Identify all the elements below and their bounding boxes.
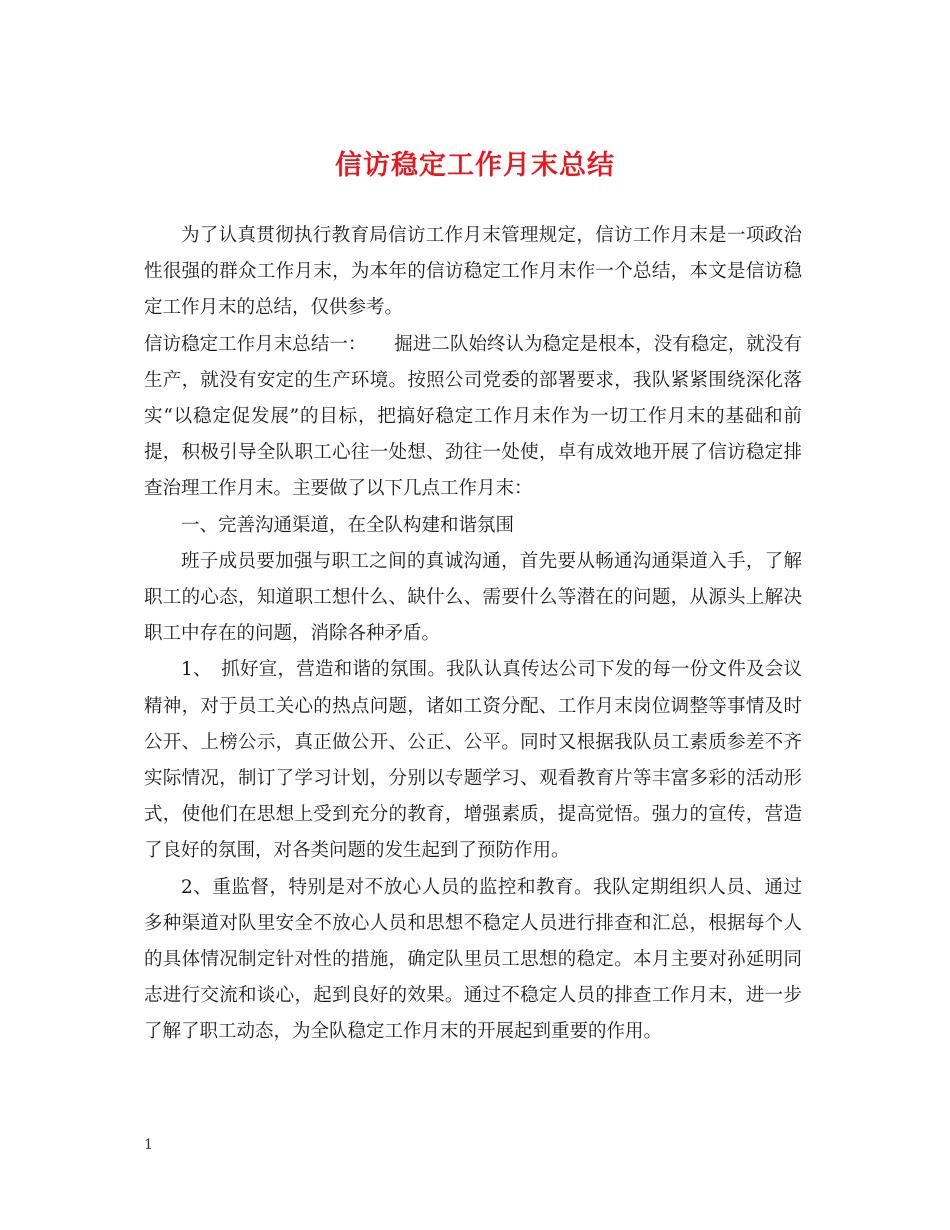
page-number: 1 <box>144 1137 153 1153</box>
summary-one-paragraph: 信访稳定工作月末总结一： 掘进二队始终认为稳定是根本，没有稳定，就没有生产，就没有安定的生产环境。按照公司党委的部署要求，我队紧紧围绕深化落实“以稳定促发展”的目标，把搞好稳定工作月末作为一切工作月末的基础和前提，积极引导全队职工心往一处想、劲往一处使，卓有成效地开展了信访稳定排查治理工作月末。主要做了以下几点工作月末： <box>144 333 802 500</box>
body-paragraph: 2、重监督，特别是对不放心人员的监控和教育。我队定期组织人员、通过多种渠道对队里安全不放心人员和思想不稳定人员进行排查和汇总，根据每个人的具体情况制定针对性的措施，确定队里员工思想的稳定。本月主要对孙延明同志进行交流和谈心，起到良好的效果。通过不稳定人员的排查工作月末，进一步了解了职工动态，为全队稳定工作月末的开展起到重要的作用。 <box>144 876 802 1043</box>
document-body <box>144 218 802 1051</box>
body-paragraph: 1、 抓好宣，营造和谐的氛围。我队认真传达公司下发的每一份文件及会议精神，对于员工关心的热点问题，诸如工资分配、工作月末岗位调整等事情及时公开、上榜公示，真正做公开、公正、公平。同时又根据我队员工素质参差不齐实际情况，制订了学习计划，分别以专题学习、观看教育片等丰富多彩的活动形式，使他们在思想上受到充分的教育，增强素质，提高觉悟。强力的宣传，营造了良好的氛围，对各类问题的发生起到了预防作用。 <box>144 659 802 862</box>
body-paragraph: 班子成员要加强与职工之间的真诚沟通，首先要从畅通沟通渠道入手，了解职工的心态，知道职工想什么、缺什么、需要什么等潜在的问题，从源头上解决职工中存在的问题，消除各种矛盾。 <box>144 550 802 645</box>
section-heading: 一、完善沟通渠道，在全队构建和谐氛围 <box>181 514 515 536</box>
intro-paragraph: 为了认真贯彻执行教育局信访工作月末管理规定，信访工作月末是一项政治性很强的群众工作月末，为本年的信访稳定工作月末作一个总结，本文是信访稳定工作月末的总结，仅供参考。 <box>144 225 802 319</box>
document-title: 信访稳定工作月末总结 <box>335 150 615 181</box>
